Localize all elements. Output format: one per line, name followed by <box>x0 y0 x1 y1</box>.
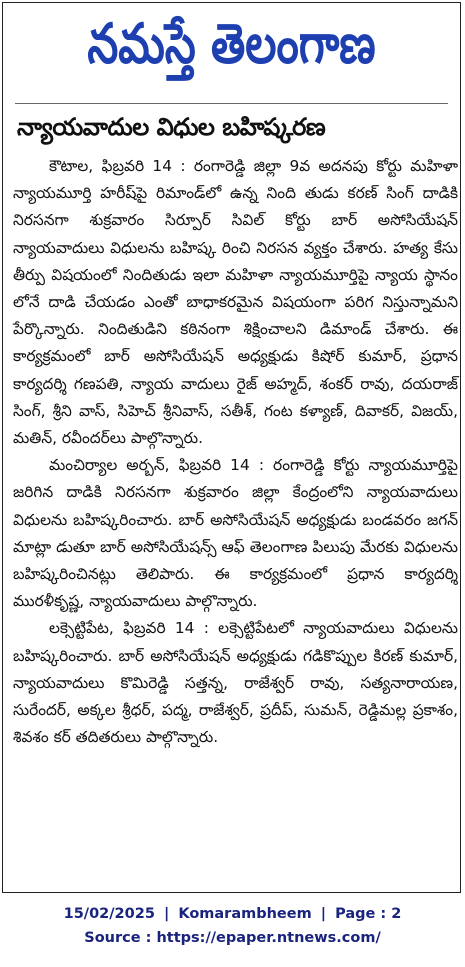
footer-separator: | <box>320 906 327 922</box>
divider <box>15 103 448 104</box>
footer-page: Page : 2 <box>335 906 402 922</box>
footer-date: 15/02/2025 <box>63 906 155 922</box>
footer-meta-line <box>0 902 465 926</box>
article-paragraph: కౌటాల, ఫిబ్రవరి 14 : రంగారెడ్డి జిల్లా 9వ అదనపు కోర్టు మహిళా న్యాయమూర్తి హరీష్‌పై రిమాండ్‌లో ఉన్న నింది తుడు కరణ్ సింగ్ దాడికి నిరసనగా శుక్రవారం సిర్పూర్ సివిల్ కోర్టు బార్ అసోసియేషన్ న్యాయవాదులు విధులను బహిష్క రించి నిరసన వ్యక్తం చేశారు. హత్య కేసు తీర్పు విషయంలో నిందితుడు ఇలా మహిళా న్యాయమూర్తిపై న్యాయ స్థానం లోనే దాడి చేయడం ఎంతో బాధాకరమైన విషయంగా పరిగ నిస్తున్నామని పేర్కొన్నారు. నిందితుడిని కఠినంగా శిక్షించాలని డిమాండ్ చేశారు. ఈ కార్యక్రమంలో బార్ అసోసియేషన్ అధ్యక్షుడు కిషోర్ కుమార్, ప్రధాన కార్యదర్శి గణపతి, న్యాయ వాదులు రైజ్ అహ్మద్, శంకర్ రావు, దయరాజ్ సింగ్, శ్రీని వాస్, సిహెచ్ శ్రీనివాస్, సతీశ్, గంట కళ్యాణ్, దివాకర్, విజయ్, మతిన్, రవీందర్‌లు పాల్గొన్నారు. <box>13 157 458 448</box>
article-paragraph: మంచిర్యాల అర్బన్, ఫిబ్రవరి 14 : రంగారెడ్డి కోర్టు న్యాయమూర్తిపై జరిగిన దాడికి నిరసనగా శుక్రవారం జిల్లా కేంద్రంలోని న్యాయవాదులు విధులను బహిష్కరించారు. బార్ అసోసియేషన్ అధ్యక్షుడు బండవరం జగన్ మాట్లా డుతూ బార్ అసోసియేషన్స్ ఆఫ్ తెలంగాణ పిలుపు మేరకు విధులను బహిష్కరించినట్లు తెలిపారు. ఈ కార్యక్రమంలో ప్రధాన కార్యదర్శి మురళీకృష్ణ, న్యాయవాదులు పాల్గొన్నారు. <box>13 456 458 611</box>
article-headline: న్యాయవాదుల విధుల బహిష్కరణ <box>17 113 326 141</box>
article-paragraph: లక్సెట్టిపేట, ఫిబ్రవరి 14 : లక్సెట్టిపేటలో న్యాయవాదులు విధులను బహిష్కరించారు. బార్ అసోసియేషన్ అధ్యక్షుడు గడికొప్పుల కిరణ్ కుమార్, న్యాయవాదులు కొమిరెడ్డి సత్తన్న, రాజేశ్వర్ రావు, సత్యనారాయణ, సురేందర్, అక్కల శ్రీధర్, పద్మ, రాజేశ్వర్, ప్రదీప్, సుమన్, రెడ్డిమల్ల ప్రకాశం, శివశం కర్ తదితరులు పాల్గొన్నారు. <box>13 619 458 747</box>
newspaper-masthead: నమస్తే తెలంగాణ <box>87 12 376 77</box>
footer-separator: | <box>163 906 170 922</box>
clipping-footer <box>0 902 465 950</box>
clipping-frame <box>2 2 461 893</box>
footer-source: Source : https://epaper.ntnews.com/ <box>84 930 381 946</box>
footer-edition: Komarambheem <box>178 906 312 922</box>
article-body <box>13 153 458 751</box>
